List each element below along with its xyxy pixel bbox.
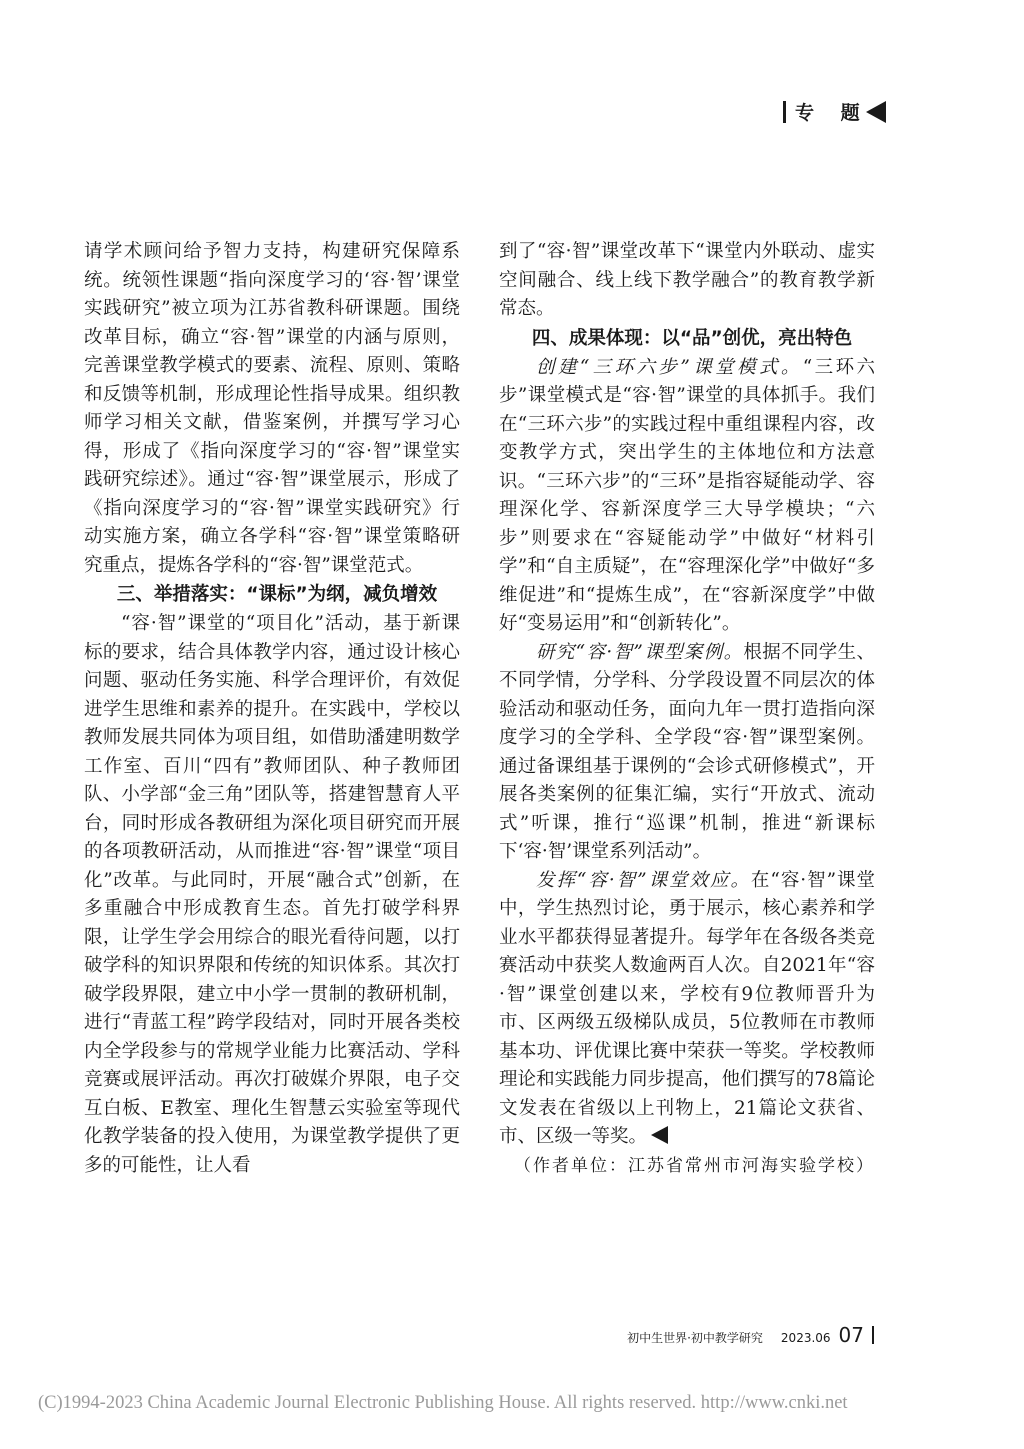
left-column <box>84 238 460 1180</box>
section-tag-bar <box>783 101 786 123</box>
paragraph-lead: 创建“三环六步”课堂模式。 <box>536 356 803 378</box>
article-end-icon <box>651 1126 668 1144</box>
issue-date: 2023.06 <box>780 1331 831 1345</box>
section-tag <box>783 98 886 125</box>
paragraph-body: 在“容·智”课堂中，学生热烈讨论，勇于展示，核心素养和学业水平都获得显著提升。每学年在各级各类竞赛活动中获奖人数逾两百人次。自2021年“容·智”课堂创建以来，学校有9位教师晋升为市、区两级五级梯队成员，5位教师在市教师基本功、评优课比赛中荣获一等奖。学校教师理论和实践能力同步提高，他们撰写的78篇论文发表在省级以上刊物上，21篇论文获省、市、区级一等奖。 <box>499 869 875 1147</box>
journal-name: 初中生世界·初中教学研究 <box>627 1331 763 1345</box>
paragraph-lead: 研究“容·智”课型案例。 <box>536 641 744 663</box>
section-tag-label: 专 题 <box>795 102 870 124</box>
paragraph <box>499 639 875 867</box>
section-heading-3: 三、举措落实：“课标”为纲，减负增效 <box>116 584 438 605</box>
page-footer <box>627 1323 874 1347</box>
footer-bar <box>872 1326 874 1344</box>
section-tag-triangle-icon <box>866 101 886 123</box>
copyright-notice: (C)1994-2023 China Academic Journal Electronic Publishing House. All rights reserved. http://www.cnki.net <box>38 1393 848 1413</box>
paragraph: 到了“容·智”课堂改革下“课堂内外联动、虚实空间融合、线上线下教学融合”的教育教学新常态。 <box>499 241 875 319</box>
paragraph <box>499 354 875 639</box>
paragraph <box>499 867 875 1152</box>
paragraph-lead: 发挥“容·智”课堂效应。 <box>536 869 751 891</box>
page-number: 07 <box>838 1323 864 1347</box>
paragraph-body: 根据不同学生、不同学情，分学科、分学段设置不同层次的体验活动和驱动任务，面向九年一贯打造指向深度学习的全学科、全学段“容·智”课型案例。通过备课组基于课例的“会诊式研修模式”，开展各类案例的征集汇编，实行“开放式、流动式”听课，推行“巡课”机制，推进“新课标下‘容·智’课堂系列活动”。 <box>499 641 875 862</box>
paragraph: “容·智”课堂的“项目化”活动，基于新课标的要求，结合具体教学内容，通过设计核心问题、驱动任务实施、科学合理评价，有效促进学生思维和素养的提升。在实践中，学校以教师发展共同体为项目组，如借助潘建明数学工作室、百川“四有”教师团队、种子教师团队、小学部“金三角”团队等，搭建智慧育人平台，同时形成各教研组为深化项目研究而开展的各项教研活动，从而推进“容·智”课堂“项目化”改革。与此同时，开展“融合式”创新，在多重融合中形成教育生态。首先打破学科界限，让学生学会用综合的眼光看待问题，以打破学科的知识界限和传统的知识体系。其次打破学段界限，建立中小学一贯制的教研机制，进行“青蓝工程”跨学段结对，同时开展各类校内全学段参与的常规学业能力比赛活动、学科竞赛或展评活动。再次打破媒介界限，电子交互白板、E教室、理化生智慧云实验室等现代化教学装备的投入使用，为课堂教学提供了更多的可能性，让人看 <box>84 613 460 1176</box>
paragraph-body: “三环六步”课堂模式是“容·智”课堂的具体抓手。我们在“三环六步”的实践过程中重组课程内容，改变教学方式，突出学生的主体地位和方法意识。“三环六步”的“三环”是指容疑能动学、容理深化学、容新深度学三大导学模块；“六步”则要求在“容疑能动学”中做好“材料引学”和“自主质疑”，在“容理深化学”中做好“多维促进”和“提炼生成”，在“容新深度学”中做好“变易运用”和“创新转化”。 <box>499 356 875 634</box>
paragraph: 请学术顾问给予智力支持，构建研究保障系统。统领性课题“指向深度学习的‘容·智’课堂实践研究”被立项为江苏省教科研课题。围绕改革目标，确立“容·智”课堂的内涵与原则，完善课堂教学模式的要素、流程、原则、策略和反馈等机制，形成理论性指导成果。组织教师学习相关文献，借鉴案例，并撰写学习心得，形成了《指向深度学习的“容·智”课堂实践研究综述》。通过“容·智”课堂展示，形成了《指向深度学习的“容·智”课堂实践研究》行动实施方案，确立各学科“容·智”课堂策略研究重点，提炼各学科的“容·智”课堂范式。 <box>84 241 460 576</box>
author-affiliation: （作者单位：江苏省常州市河海实验学校） <box>514 1155 875 1176</box>
right-column <box>499 238 875 1180</box>
section-heading-4: 四、成果体现：以“品”创优，亮出特色 <box>531 327 853 349</box>
